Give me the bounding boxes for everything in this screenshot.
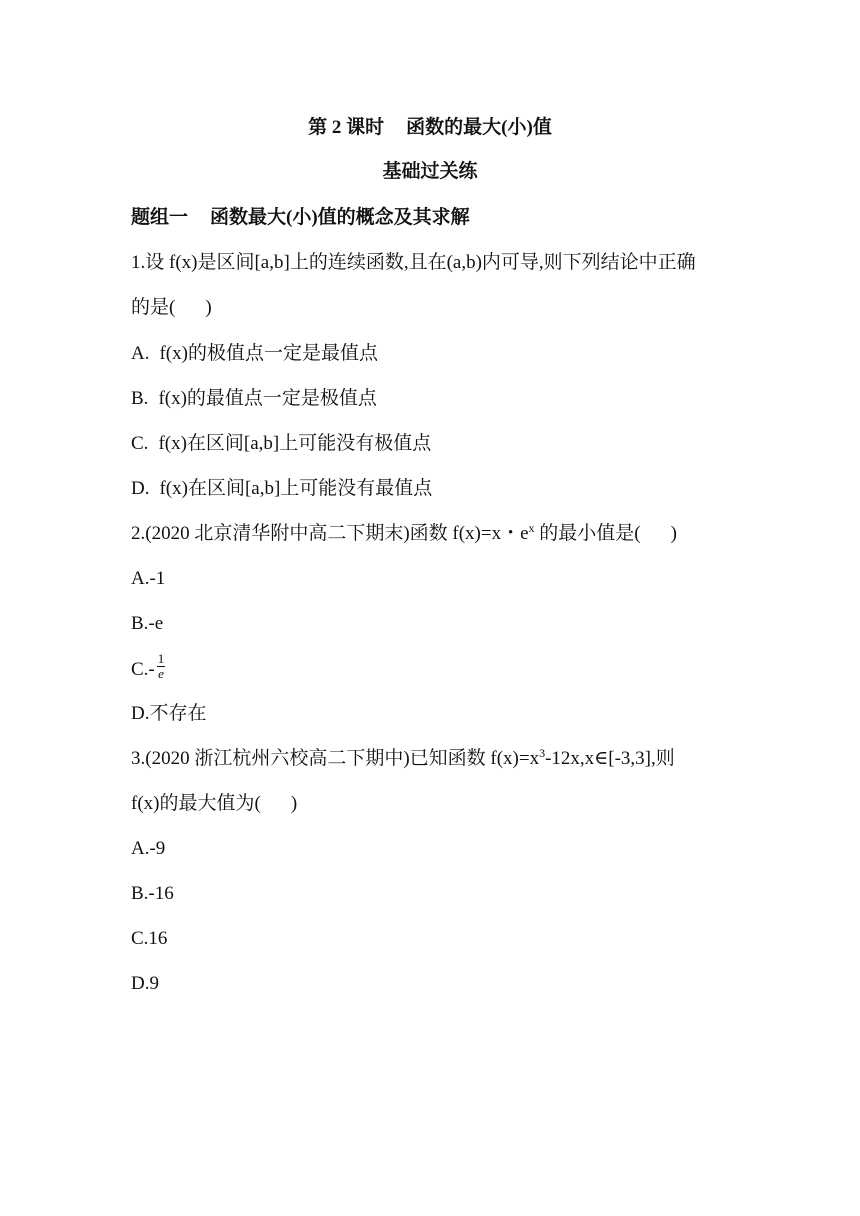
group-title: 函数最大(小)值的概念及其求解 [210, 207, 470, 228]
q3-stem-close: ) [290, 793, 298, 814]
q2-option-b: B.-e [131, 613, 164, 634]
option-letter: C. [131, 433, 149, 454]
q1-option-c [131, 431, 431, 457]
q1-stem-line2 [131, 295, 212, 321]
option-text: f(x)在区间[a,b]上可能没有最值点 [159, 478, 433, 499]
section-title: 基础过关练 [382, 161, 478, 182]
option-letter: D. [131, 478, 150, 499]
q2-option-a: A.-1 [131, 568, 166, 589]
q3-option-d: D.9 [131, 973, 159, 994]
q2-option-c [131, 651, 165, 685]
q2-stem [131, 521, 677, 548]
q2-stem-close: ) [670, 523, 677, 544]
q3-stem-tail: -12x,x∈[-3,3],则 [545, 748, 675, 769]
group-label: 题组一 [131, 207, 189, 228]
fraction-numerator: 1 [157, 651, 165, 666]
q2-exponent: x [528, 521, 535, 535]
option-text: f(x)的极值点一定是最值点 [159, 343, 378, 364]
q3-option-b: B.-16 [131, 883, 174, 904]
q1-option-d [131, 476, 432, 502]
option-text: f(x)在区间[a,b]上可能没有极值点 [158, 433, 432, 454]
q1-option-b [131, 386, 377, 412]
q2-stem-text: 2.(2020 北京清华附中高二下期末)函数 f(x)=x・e [131, 523, 529, 544]
q2-option-d: D.不存在 [131, 703, 207, 724]
q1-option-a [131, 341, 378, 367]
option-text: f(x)的最值点一定是极值点 [158, 388, 377, 409]
fraction [157, 652, 166, 681]
option-prefix: C.- [131, 658, 155, 680]
q3-stem-text: 3.(2020 浙江杭州六校高二下期中)已知函数 f(x)=x [131, 748, 540, 769]
group-heading [131, 205, 470, 231]
q3-exponent: 3 [539, 746, 546, 760]
q1-stem-line1: 1.设 f(x)是区间[a,b]上的连续函数,且在(a,b)内可导,则下列结论中正确 [131, 252, 696, 273]
q1-stem-close: ) [205, 297, 212, 318]
q3-stem-line2 [131, 791, 297, 817]
q2-stem-tail: 的最小值是( [534, 523, 641, 544]
lesson-title-line [0, 115, 860, 141]
q3-option-a: A.-9 [131, 838, 166, 859]
option-letter: B. [131, 388, 149, 409]
page-title: 函数的最大(小)值 [406, 117, 552, 138]
lesson-number: 第 2 课时 [308, 117, 385, 138]
q3-option-c: C.16 [131, 928, 168, 949]
option-letter: A. [131, 343, 150, 364]
q1-stem-text: 的是( [131, 297, 176, 318]
fraction-denominator: e [158, 666, 164, 681]
q3-stem-text2: f(x)的最大值为( [131, 793, 261, 814]
q3-stem-line1 [131, 746, 675, 773]
